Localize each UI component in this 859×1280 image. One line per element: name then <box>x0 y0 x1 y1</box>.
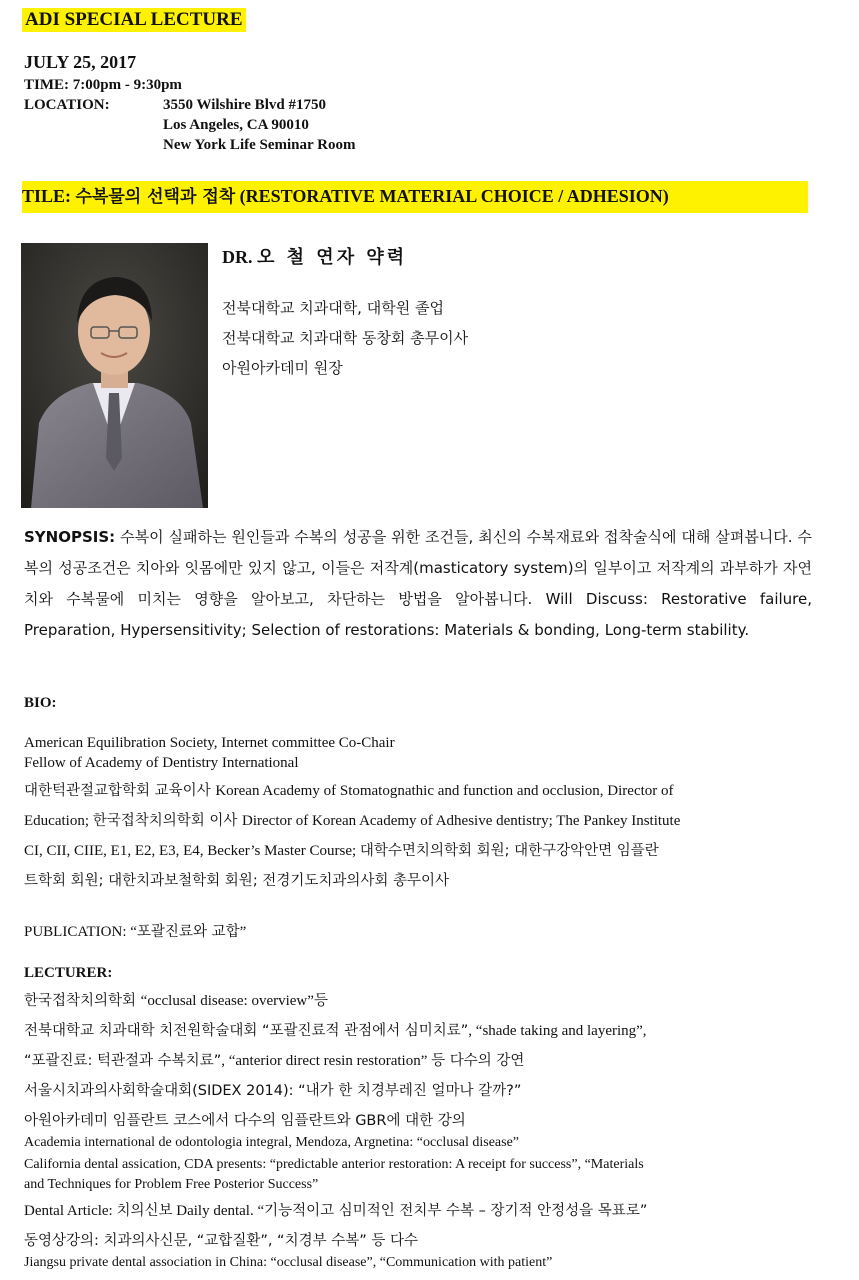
lecturer-line-english: , “anterior direct resin restoration” <box>221 1053 432 1069</box>
bio-line-english: Director of Korean Academy of Adhesive dentistry; The Pankey Institute <box>242 813 681 829</box>
bio-line: American Equilibration Society, Internet committee Co-Chair <box>24 735 395 751</box>
lecturer-line <box>24 989 814 1010</box>
lecturer-line-english: Dental Article: <box>24 1203 117 1219</box>
lecturer-line <box>24 1019 814 1040</box>
lecture-time: TIME: 7:00pm - 9:30pm <box>24 77 182 93</box>
bio-line-korean: 한국접착치의학회 이사 <box>92 813 243 829</box>
bio-line-english: Education; <box>24 813 93 829</box>
publication-quote: ” <box>239 924 247 940</box>
lecturer-line-english: , “shade taking and layering”, <box>468 1023 647 1039</box>
bio-line <box>24 779 814 800</box>
lecture-header: ADI SPECIAL LECTURE <box>22 8 246 32</box>
bio-line <box>24 809 814 830</box>
location-line: 3550 Wilshire Blvd #1750 <box>163 97 326 113</box>
lecturer-line <box>24 1049 814 1070</box>
speaker-name-prefix: DR. <box>222 247 257 267</box>
lecturer-line-english: Daily dental. “ <box>172 1203 265 1219</box>
lecturer-line: Academia international de odontologia integral, Mendoza, Argnetina: “occlusal disease” <box>24 1135 520 1150</box>
lecturer-line-korean: 기능적이고 심미적인 전치부 수복 – 장기적 안정성을 목표로” <box>264 1203 648 1219</box>
lecturer-line-korean: “포괄진료: 턱관절과 수복치료” <box>24 1053 222 1069</box>
bio-line-korean: 대한턱관절교합학회 교육이사 <box>24 783 216 799</box>
publication-label: PUBLICATION: “ <box>24 924 137 940</box>
bio-line <box>24 869 814 890</box>
lecturer-line-english: “occlusal disease: overview” <box>140 993 314 1009</box>
speaker-credential: 전북대학교 치과대학, 대학원 졸업 <box>222 299 444 317</box>
lecturer-line-korean: 한국접착치의학회 <box>24 993 141 1009</box>
lecturer-line-korean: 등 <box>313 993 328 1009</box>
publication-title: 포괄진료와 교합 <box>136 924 240 940</box>
talk-title-english: (RESTORATIVE MATERIAL CHOICE / ADHESION) <box>235 186 669 206</box>
speaker-credential: 전북대학교 치과대학 동창회 총무이사 <box>222 329 469 347</box>
lecturer-line-korean: 동영상강의: 치과의사신문, “교합질환”, “치경부 수복” 등 다수 <box>24 1233 418 1249</box>
synopsis-paragraph <box>24 522 812 646</box>
lecturer-line-korean: 아원아카데미 임플란트 코스에서 다수의 임플란트와 GBR에 대한 강의 <box>24 1113 466 1129</box>
speaker-photo <box>21 243 208 508</box>
lecturer-line-korean: 치의신보 <box>116 1203 173 1219</box>
lecture-date: JULY 25, 2017 <box>24 52 137 72</box>
lecturer-line <box>24 1109 814 1130</box>
talk-title-prefix: TILE: <box>22 186 76 206</box>
bio-line <box>24 839 814 860</box>
publication-line <box>24 920 814 941</box>
location-label: LOCATION: <box>24 97 110 113</box>
speaker-credential: 아원아카데미 원장 <box>222 359 343 377</box>
talk-title <box>22 181 808 213</box>
speaker-name-korean: 오 철 연자 약력 <box>257 247 408 268</box>
synopsis-text: 수복이 실패하는 원인들과 수복의 성공을 위한 조건들, 최신의 수복재료와 접착술식에 대해 살펴봅니다. 수복의 성공조건은 치아와 잇몸에만 있지 않고, 이들은 저작계(masticatory system)의 일부이고 저작계의 과부하가 자연치와 수복물에 미치는 영향을 알아보고, 차단하는 방법을 알아봅니다. Will Discuss: Restorative failure, Preparation, Hypersensitivity; Selection of restorations: Materials & bonding, Long-term stability. <box>24 528 812 639</box>
speaker-name <box>222 243 407 269</box>
bio-line-english: CI, CII, CIIE, E1, E2, E3, E4, Becker’s Master Course; <box>24 843 360 859</box>
location-line: New York Life Seminar Room <box>163 137 356 153</box>
bio-line-korean: 대학수면치의학회 회원; 대한구강악안면 임플란 <box>359 843 659 859</box>
lecturer-line-korean: 서울시치과의사회학술대회(SIDEX 2014): “내가 한 치경부레진 얼마나 갈까?” <box>24 1083 522 1099</box>
lecturer-heading: LECTURER: <box>24 965 113 981</box>
lecturer-line-korean: 등 다수의 강연 <box>431 1053 525 1069</box>
location-line: Los Angeles, CA 90010 <box>163 117 309 133</box>
lecturer-line: and Techniques for Problem Free Posterior Success” <box>24 1177 319 1192</box>
lecturer-line <box>24 1229 814 1250</box>
lecturer-line-korean: 전북대학교 치과대학 치전원학술대회 “포괄진료적 관점에서 심미치료” <box>24 1023 469 1039</box>
bio-line: Fellow of Academy of Dentistry International <box>24 755 299 771</box>
lecturer-line: Jiangsu private dental association in China: “occlusal disease”, “Communication with patient” <box>24 1255 553 1270</box>
bio-heading: BIO: <box>24 695 57 711</box>
lecturer-line: California dental assication, CDA presents: “predictable anterior restoration: A receipt for success”, “Materials <box>24 1157 644 1172</box>
bio-line-korean: 트학회 회원; 대한치과보철학회 회원; 전경기도치과의사회 총무이사 <box>24 873 450 889</box>
lecturer-line <box>24 1199 814 1220</box>
talk-title-korean: 수복물의 선택과 접착 <box>75 187 236 207</box>
lecturer-line <box>24 1079 814 1100</box>
bio-line-english: Korean Academy of Stomatognathic and function and occlusion, Director of <box>215 783 674 799</box>
synopsis-label: SYNOPSIS: <box>24 528 116 546</box>
